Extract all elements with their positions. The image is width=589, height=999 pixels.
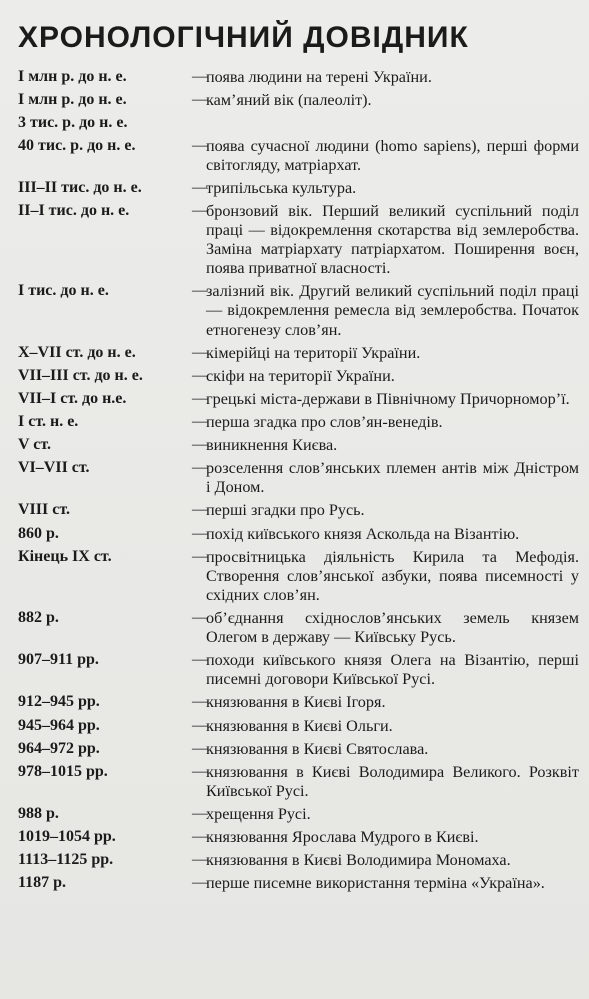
chronology-entry: [18, 390, 579, 409]
chronology-entry: [18, 68, 579, 87]
chronology-entry: [18, 805, 579, 824]
entry-dash: —: [192, 874, 208, 892]
entry-dash: —: [192, 501, 208, 519]
entry-description: поява сучасної людини (homo sapiens), перші форми світогляду, матріархат.: [206, 136, 579, 174]
entry-description: розселення слов’янських племен антів між Дністром і Доном.: [206, 459, 579, 497]
entry-dash: —: [192, 693, 208, 711]
entry-date: 1113–1125 рр.: [18, 851, 114, 869]
chronology-entry: [18, 137, 579, 175]
entry-date: I млн р. до н. е.: [18, 67, 127, 85]
entry-date: 907–911 рр.: [18, 651, 99, 669]
entry-date: VII–I ст. до н.е.: [18, 389, 127, 407]
chronology-entry: [18, 282, 579, 339]
entry-date: 40 тис. р. до н. е.: [18, 136, 136, 154]
chronology-entry: [18, 459, 579, 497]
entry-dash: —: [192, 804, 208, 822]
entry-date: 978–1015 рр.: [18, 762, 108, 780]
entry-description: поява людини на терені України.: [206, 67, 432, 86]
entry-dash: —: [192, 389, 208, 407]
entry-dash: —: [192, 366, 208, 384]
entry-dash: —: [192, 739, 208, 757]
entry-date: 882 р.: [18, 609, 59, 626]
entry-description: виникнення Києва.: [206, 436, 338, 455]
entry-date: 860 р.: [18, 524, 59, 542]
entry-date: I млн р. до н. е.: [18, 90, 127, 108]
entry-date: Кінець IX ст.: [18, 547, 112, 565]
entry-description: похід київського князя Аскольда на Візантію.: [206, 524, 520, 543]
entry-dash: —: [192, 524, 208, 542]
entry-description: перші згадки про Русь.: [206, 501, 365, 520]
chronology-entry: [18, 179, 579, 198]
entry-date: III–II тис. до н. е.: [18, 178, 142, 196]
entry-description: кам’яний вік (палеоліт).: [206, 90, 372, 109]
entry-date: VI–VII ст.: [18, 459, 90, 477]
entry-description: походи київського князя Олега на Візантію, перші писемні договори Київської Русі.: [206, 651, 579, 689]
chronology-entry: [18, 763, 579, 801]
entry-dash: —: [192, 762, 208, 780]
chronology-entry: [18, 874, 579, 893]
chronology-entry: [18, 851, 579, 870]
entry-dash: —: [192, 851, 208, 869]
entry-dash: —: [192, 282, 208, 300]
chronology-entry: [18, 609, 579, 647]
entry-description: бронзовий вік. Перший великий суспільний поділ праці — відокремлення скотарства від землеробства. Заміна матріархату патріархатом. Поширення воєн, поява приватної власності.: [206, 201, 579, 278]
entry-date: 912–945 рр.: [18, 693, 100, 711]
chronology-entry: [18, 828, 579, 847]
entry-dash: —: [192, 609, 208, 626]
entry-description: перша згадка про слов’ян-венедів.: [206, 413, 443, 432]
entry-dash: —: [192, 828, 208, 846]
entry-date: VIII ст.: [18, 501, 70, 519]
entry-description: грецькі міста-держави в Північному Причорномор’ї.: [206, 389, 570, 408]
entry-date: 1187 р.: [18, 874, 67, 892]
chronology-entry: [18, 413, 579, 432]
entry-date: I тис. до н. е.: [18, 282, 109, 300]
entry-date: V ст.: [18, 436, 52, 454]
entry-date: I ст. н. е.: [18, 413, 79, 431]
entry-dash: —: [192, 651, 208, 669]
entry-description: князювання в Києві Святослава.: [206, 739, 429, 758]
chronology-entry: [18, 651, 579, 689]
entry-dash: —: [192, 716, 208, 734]
entry-date: 1019–1054 рр.: [18, 828, 116, 846]
entry-description: кімерійці на території України.: [206, 343, 421, 362]
entry-date: 964–972 рр.: [18, 739, 100, 757]
entry-dash: —: [192, 90, 208, 108]
entry-date: 988 р.: [18, 804, 59, 822]
entry-description: князювання в Києві Ольги.: [206, 716, 393, 735]
chronology-entry: [18, 367, 579, 386]
entry-dash: —: [192, 343, 208, 361]
entry-description: об’єднання східнослов’янських земель князем Олегом в державу — Київську Русь.: [206, 609, 579, 647]
entry-dash: —: [192, 201, 208, 219]
chronology-entry: [18, 91, 579, 110]
chronology-entry: [18, 717, 579, 736]
entry-description: хрещення Русі.: [206, 804, 311, 823]
chronology-entry: [18, 548, 579, 605]
entry-date: II–I тис. до н. е.: [18, 201, 130, 219]
entry-description: перше писемне використання терміна «Україна».: [206, 874, 545, 893]
entry-description: скіфи на території України.: [206, 366, 395, 385]
chronology-entry: [18, 436, 579, 455]
entry-description: князювання в Києві Володимира Великого. Розквіт Київської Русі.: [206, 762, 579, 800]
chronology-entry: [18, 202, 579, 278]
entry-dash: —: [192, 67, 208, 85]
chronology-entry: [18, 740, 579, 759]
entry-description: князювання в Києві Ігоря.: [206, 693, 386, 712]
entry-dash: —: [192, 413, 208, 431]
chronology-entry: [18, 501, 579, 520]
entry-description: залізний вік. Другий великий суспільний поділ праці — відокремлення ремесла від землеробства. Початок етногенезу слов’ян.: [206, 282, 579, 339]
page-title: ХРОНОЛОГІЧНИЙ ДОВІДНИК: [18, 21, 469, 54]
entry-description: трипільська культура.: [206, 178, 357, 197]
entry-dash: —: [192, 459, 208, 477]
entry-description: просвітницька діяльність Кирила та Мефодія. Створення слов’янської азбуки, поява писемності у східних слов’ян.: [206, 547, 579, 604]
entry-date: 3 тис. р. до н. е.: [18, 113, 128, 131]
entry-dash: —: [192, 436, 208, 454]
entry-date: 945–964 рр.: [18, 716, 100, 734]
chronology-entry: [18, 344, 579, 363]
chronology-list: [18, 68, 579, 894]
chronology-entry: [18, 525, 579, 544]
entry-date: VII–III ст. до н. е.: [18, 366, 143, 384]
entry-dash: —: [192, 178, 208, 196]
entry-description: князювання Ярослава Мудрого в Києві.: [206, 828, 479, 847]
entry-dash: —: [192, 547, 208, 565]
chronology-entry: [18, 693, 579, 712]
entry-date: X–VII ст. до н. е.: [18, 343, 136, 361]
chronology-entry: [18, 114, 579, 133]
entry-description: князювання в Києві Володимира Мономаха.: [206, 851, 511, 870]
entry-dash: —: [192, 136, 208, 154]
